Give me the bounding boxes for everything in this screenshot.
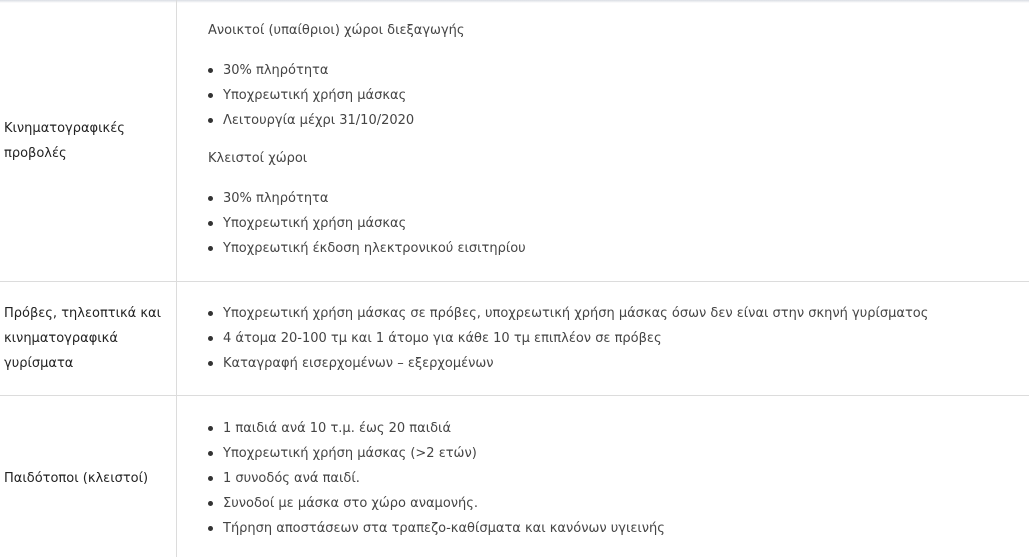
table-row-rehearsals bbox=[0, 282, 1029, 396]
list-item: 30% πληρότητα bbox=[207, 58, 414, 83]
list-item: 1 συνοδός ανά παιδί. bbox=[207, 466, 665, 491]
bullet-list-rehearsals bbox=[207, 301, 928, 376]
table-row-playgrounds bbox=[0, 396, 1029, 557]
list-item: Υποχρεωτική χρήση μάσκας (>2 ετών) bbox=[207, 441, 665, 466]
list-item: Υποχρεωτική χρήση μάσκας bbox=[207, 211, 526, 236]
column-divider bbox=[176, 282, 177, 395]
bullet-list-outdoor bbox=[207, 58, 414, 133]
list-item: 4 άτομα 20-100 τμ και 1 άτομο για κάθε 10 τμ επιπλέον σε πρόβες bbox=[207, 326, 928, 351]
list-item: Λειτουργία μέχρι 31/10/2020 bbox=[207, 108, 414, 133]
row-content bbox=[207, 0, 1007, 282]
list-item: 30% πληρότητα bbox=[207, 186, 526, 211]
column-divider bbox=[176, 0, 177, 281]
row-label: Κινηματογραφικές προβολές bbox=[4, 121, 125, 161]
row-content bbox=[207, 396, 1007, 557]
row-label: Παιδότοποι (κλειστοί) bbox=[4, 471, 149, 486]
bullet-list-indoor bbox=[207, 186, 526, 261]
column-divider bbox=[176, 396, 177, 557]
list-item: Τήρηση αποστάσεων στα τραπεζο-καθίσματα και κανόνων υγιεινής bbox=[207, 516, 665, 541]
list-item: Καταγραφή εισερχομένων – εξερχομένων bbox=[207, 351, 928, 376]
list-item: Υποχρεωτική έκδοση ηλεκτρονικού εισιτηρίου bbox=[207, 236, 526, 261]
list-item: Υποχρεωτική χρήση μάσκας bbox=[207, 83, 414, 108]
section-heading-indoor: Κλειστοί χώροι bbox=[208, 151, 308, 166]
list-item: 1 παιδιά ανά 10 τ.μ. έως 20 παιδιά bbox=[207, 416, 665, 441]
bullet-list-playgrounds bbox=[207, 416, 665, 541]
row-label: Πρόβες, τηλεοπτικά και κινηματογραφικά γυρίσματα bbox=[4, 306, 161, 371]
list-item: Συνοδοί με μάσκα στο χώρο αναμονής. bbox=[207, 491, 665, 516]
section-heading-outdoor: Ανοικτοί (υπαίθριοι) χώροι διεξαγωγής bbox=[208, 23, 465, 38]
row-content bbox=[207, 282, 1007, 396]
list-item: Υποχρεωτική χρήση μάσκας σε πρόβες, υποχρεωτική χρήση μάσκας όσων δεν είναι στην σκηνή γυρίσματος bbox=[207, 301, 928, 326]
